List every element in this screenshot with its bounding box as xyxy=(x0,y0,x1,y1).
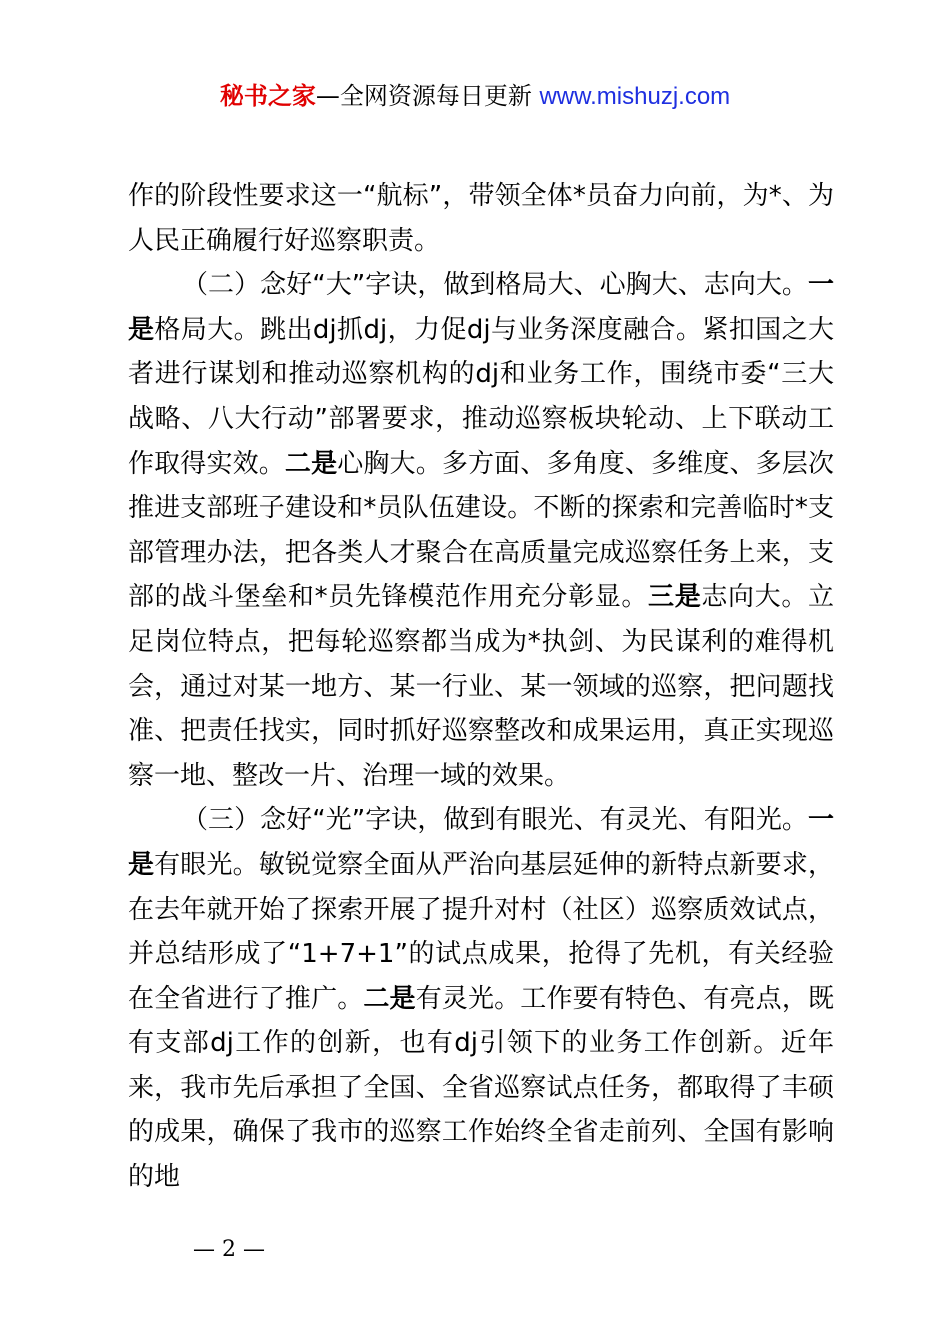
paragraph-continuation xyxy=(128,174,834,263)
paragraph-text: 有灵光。工作要有特色、有亮点，既有支部dj工作的创新，也有dj引领下的业务工作创新。近年来，我市先后承担了全国、全省巡察试点任务，都取得了丰硕的成果，确保了我市的巡察工作始终全省走前列、全国有影响的地 xyxy=(128,983,834,1193)
paragraph-section-three xyxy=(128,798,834,1199)
lead-second: 二是 xyxy=(284,448,338,479)
header-tagline: 全网资源每日更新 xyxy=(339,82,532,110)
paragraph-text: 有眼光。敏锐觉察全面从严治向基层延伸的新特点新要求，在去年就开始了探索开展了提升对村（社区）巡察质效试点，并总结形成了“1+7+1”的试点成果，抢得了先机，有关经验在全省进行了推广。 xyxy=(128,849,834,1014)
paragraph-section-two xyxy=(128,263,834,798)
paragraph-text: 心胸大。多方面、多角度、多维度、多层次推进支部班子建设和*员队伍建设。不断的探索和完善临时*支部管理办法，把各类人才聚合在高质量完成巡察任务上来，支部的战斗堡垒和*员先锋模范作用充分彰显。 xyxy=(128,448,834,613)
paragraph-text: 志向大。立足岗位特点，把每轮巡察都当成为*执剑、为民谋利的难得机会，通过对某一地方、某一行业、某一领域的巡察，把问题找准、把责任找实，同时抓好巡察整改和成果运用，真正实现巡察一地、整改一片、治理一域的效果。 xyxy=(128,582,834,791)
lead-third: 三是 xyxy=(648,582,702,613)
header-separator: — xyxy=(315,82,340,110)
paragraph-text: 格局大。跳出dj抓dj，力促dj与业务深度融合。紧扣国之大者进行谋划和推动巡察机构的dj和业务工作，围绕市委“三大战略、八大行动”部署要求，推动巡察板块轮动、上下联动工作取得实效。 xyxy=(128,314,834,479)
section-heading: （二）念好“大”字诀，做到格局大、心胸大、志向大。 xyxy=(182,270,808,301)
page-number: — 2 — xyxy=(193,1237,265,1262)
section-heading: （三）念好“光”字诀，做到有眼光、有灵光、有阳光。 xyxy=(182,805,808,836)
lead-first: 一是 xyxy=(128,270,834,345)
site-url[interactable]: www.mishuzj.com xyxy=(539,83,731,110)
lead-second: 二是 xyxy=(363,983,416,1014)
paragraph-text: 作的阶段性要求这一“航标”，带领全体*员奋力向前，为*、为人民正确履行好巡察职责。 xyxy=(128,181,834,256)
site-header xyxy=(0,78,950,115)
document-body xyxy=(128,174,834,1200)
brand-name: 秘书之家 xyxy=(219,82,316,110)
lead-first: 一是 xyxy=(128,805,834,880)
